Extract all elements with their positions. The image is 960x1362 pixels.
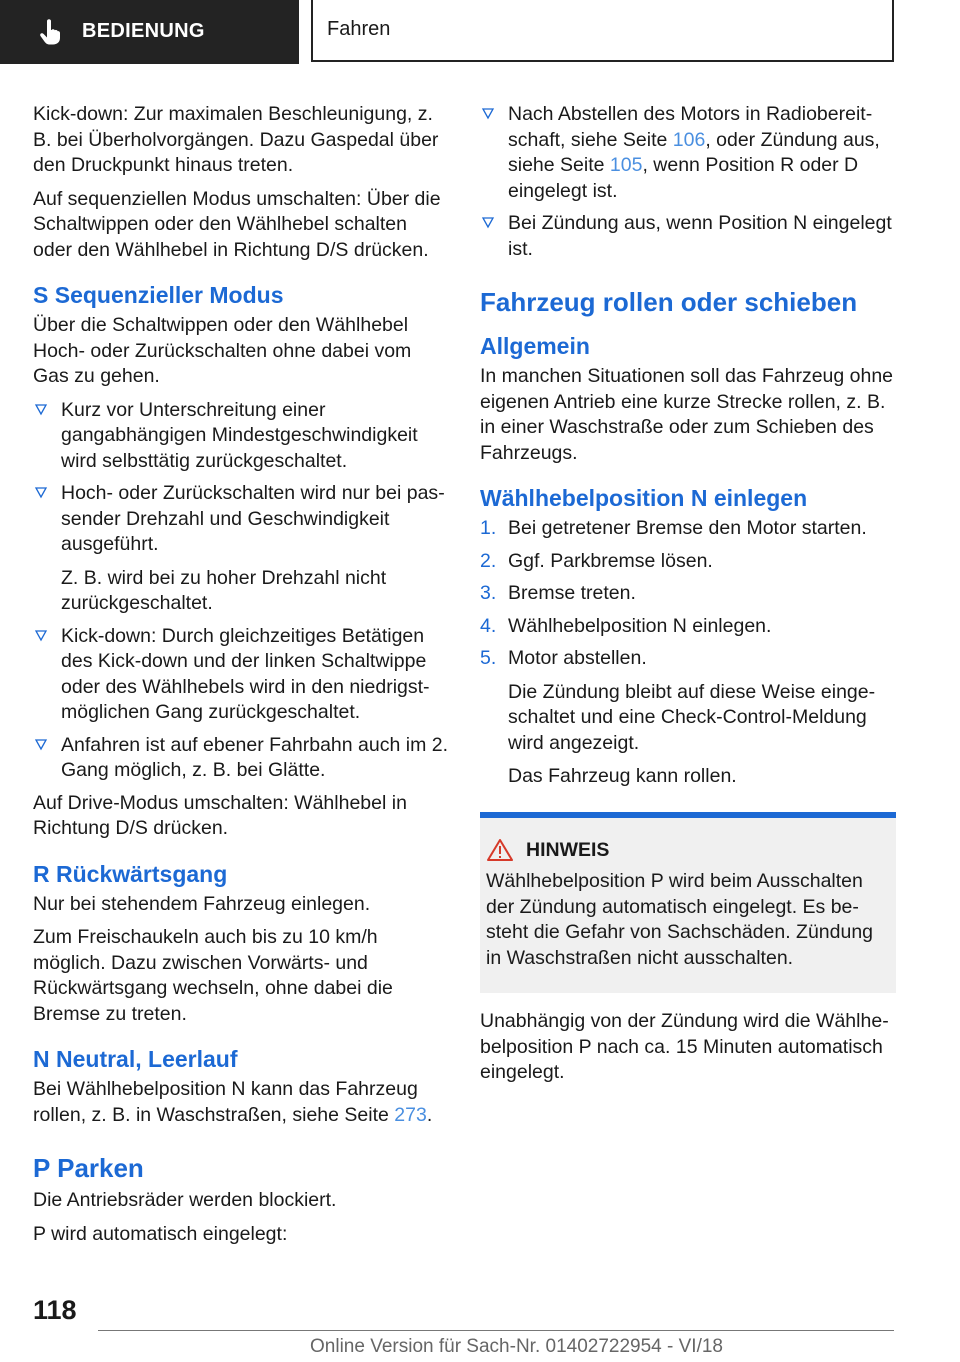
section-heading: R Rückwärtsgang	[33, 860, 228, 887]
step-number: 4.	[480, 614, 497, 637]
bullet-list	[33, 398, 448, 784]
list-item	[480, 102, 896, 204]
warning-triangle-icon	[486, 838, 514, 862]
section-heading: P Parken	[33, 1153, 144, 1183]
paragraph: P wird automatisch eingelegt:	[33, 1222, 288, 1245]
page-link[interactable]: 105	[609, 154, 643, 176]
section-heading: S Sequenzieller Modus	[33, 282, 284, 308]
triangle-bullet-icon	[480, 213, 496, 233]
list-item-continuation: Z. B. wird bei zu hoher Drehzahl nicht zurückgeschaltet.	[61, 566, 387, 614]
step-item	[480, 646, 896, 790]
triangle-bullet-icon	[33, 735, 49, 755]
right-column	[480, 102, 896, 1094]
paragraph: Zum Freischaukeln auch bis zu 10 km/h möglich. Dazu zwischen Vorwärts- und Rückwärtsgang wechseln, ohne dabei die Bremse zu treten.	[33, 926, 393, 1025]
triangle-bullet-icon	[33, 626, 49, 646]
section-tab	[0, 0, 299, 64]
paragraph: Unabhängig von der Zündung wird die Wählhebelposition P nach ca. 15 Minuten automatisch eingelegt.	[480, 1010, 889, 1083]
step-text: Ggf. Parkbremse lösen.	[508, 549, 713, 572]
paragraph: Auf sequenziellen Modus umschalten: Über die Schaltwippen oder den Wählhebel schalten oder den Wählhebel in Richtung D/S drücken.	[33, 187, 441, 261]
list-item-text: , wenn Position R oder D eingelegt ist.	[508, 154, 859, 202]
step-number: 2.	[480, 549, 497, 572]
step-text: Wählhebelposition N einlegen.	[508, 614, 772, 637]
notice-text: Wählhebelposition P wird beim Ausschalten der Zündung automatisch eingelegt. Es besteht die Gefahr von Sachschäden. Zündung in Waschstraßen nicht ausschalten.	[486, 870, 874, 969]
triangle-bullet-icon	[480, 104, 496, 124]
left-column	[33, 102, 448, 1255]
list-item-text: Hoch- oder Zurückschalten wird nur bei passender Drehzahl und Geschwindigkeit ausgeführt.	[61, 482, 445, 555]
paragraph	[33, 1077, 448, 1128]
list-item-text: Bei Zündung aus, wenn Position N eingelegt ist.	[508, 212, 892, 260]
list-item	[33, 398, 448, 475]
triangle-bullet-icon	[33, 483, 49, 503]
step-item	[480, 549, 896, 575]
paragraph: Die Antriebsräder werden blockiert.	[33, 1189, 337, 1211]
list-item-text: Kurz vor Unterschreitung einer gangabhängigen Mindestgeschwindigkeit wird selbsttätig zurückgeschaltet.	[61, 398, 418, 472]
list-item-text: Nach Abstellen des Motors in Radiobereitschaft, siehe Seite	[508, 103, 873, 151]
list-item-text: , oder Zündung aus, siehe Seite	[508, 128, 880, 176]
notice-header	[486, 838, 890, 864]
step-item	[480, 581, 896, 607]
paragraph-text: Bei Wählhebelposition N kann das Fahrzeug rollen, z. B. in Waschstraßen, siehe Seite	[33, 1078, 418, 1126]
footer-version-text: Online Version für Sach-Nr. 01402722954 - VI/18	[310, 1336, 723, 1357]
step-list	[480, 516, 896, 790]
notice-box	[480, 812, 896, 994]
page-number: 118	[33, 1295, 77, 1325]
step-continuation: Das Fahrzeug kann rollen.	[508, 765, 737, 787]
chapter-title: Fahren	[327, 18, 391, 41]
list-item	[480, 211, 896, 262]
section-heading: Allgemein	[480, 333, 590, 359]
step-number: 3.	[480, 582, 497, 604]
footer-divider	[98, 1330, 894, 1331]
triangle-bullet-icon	[33, 400, 49, 420]
section-heading: N Neutral, Leerlauf	[33, 1046, 238, 1072]
step-item	[480, 516, 896, 542]
paragraph-text: .	[426, 1103, 433, 1126]
page-link[interactable]: 273	[394, 1103, 427, 1126]
list-item	[33, 481, 448, 617]
step-text: Bei getretener Bremse den Motor starten.	[508, 517, 867, 539]
page-link[interactable]: 106	[672, 128, 706, 151]
list-item-text: Kick-down: Durch gleichzeitiges Betätigen des Kick-down und der linken Schaltwippe oder des Wählhebels wird in den niedrigstmöglichen Gang zurückgeschaltet.	[61, 624, 430, 723]
step-number: 1.	[480, 517, 497, 539]
list-item	[33, 733, 448, 784]
notice-title: HINWEIS	[526, 838, 610, 861]
paragraph: In manchen Situationen soll das Fahrzeug ohne eigenen Antrieb eine kurze Strecke rollen, z. B. in einer Waschstraße oder zum Schieben des Fahrzeugs.	[480, 365, 894, 464]
hand-pointer-icon	[38, 19, 72, 45]
step-item	[480, 614, 896, 640]
section-label: BEDIENUNG	[82, 20, 205, 43]
step-continuation: Die Zündung bleibt auf diese Weise eingeschaltet und eine Check-Control-Meldung wird angezeigt.	[508, 680, 876, 754]
step-text: Bremse treten.	[508, 582, 636, 604]
chapter-title-box	[311, 0, 894, 62]
list-item-text: Anfahren ist auf ebener Fahrbahn auch im 2. Gang möglich, z. B. bei Glätte.	[61, 733, 448, 781]
bullet-list	[480, 102, 896, 262]
step-number: 5.	[480, 647, 497, 669]
section-heading: Wählhebelposition N einlegen	[480, 485, 808, 511]
paragraph: Auf Drive-Modus umschalten: Wählhebel in Richtung D/S drücken.	[33, 791, 407, 839]
paragraph: Über die Schaltwippen oder den Wählhebel Hoch- oder Zurückschalten ohne dabei vom Gas zu gehen.	[33, 314, 412, 387]
section-heading: Fahrzeug rollen oder schieben	[480, 287, 858, 317]
paragraph: Kick-down: Zur maximalen Beschleunigung, z. B. bei Überholvorgängen. Dazu Gaspedal über den Druckpunkt hinaus treten.	[33, 103, 439, 176]
paragraph: Nur bei stehendem Fahrzeug einlegen.	[33, 892, 371, 915]
step-text: Motor abstellen.	[508, 647, 647, 669]
list-item	[33, 624, 448, 726]
